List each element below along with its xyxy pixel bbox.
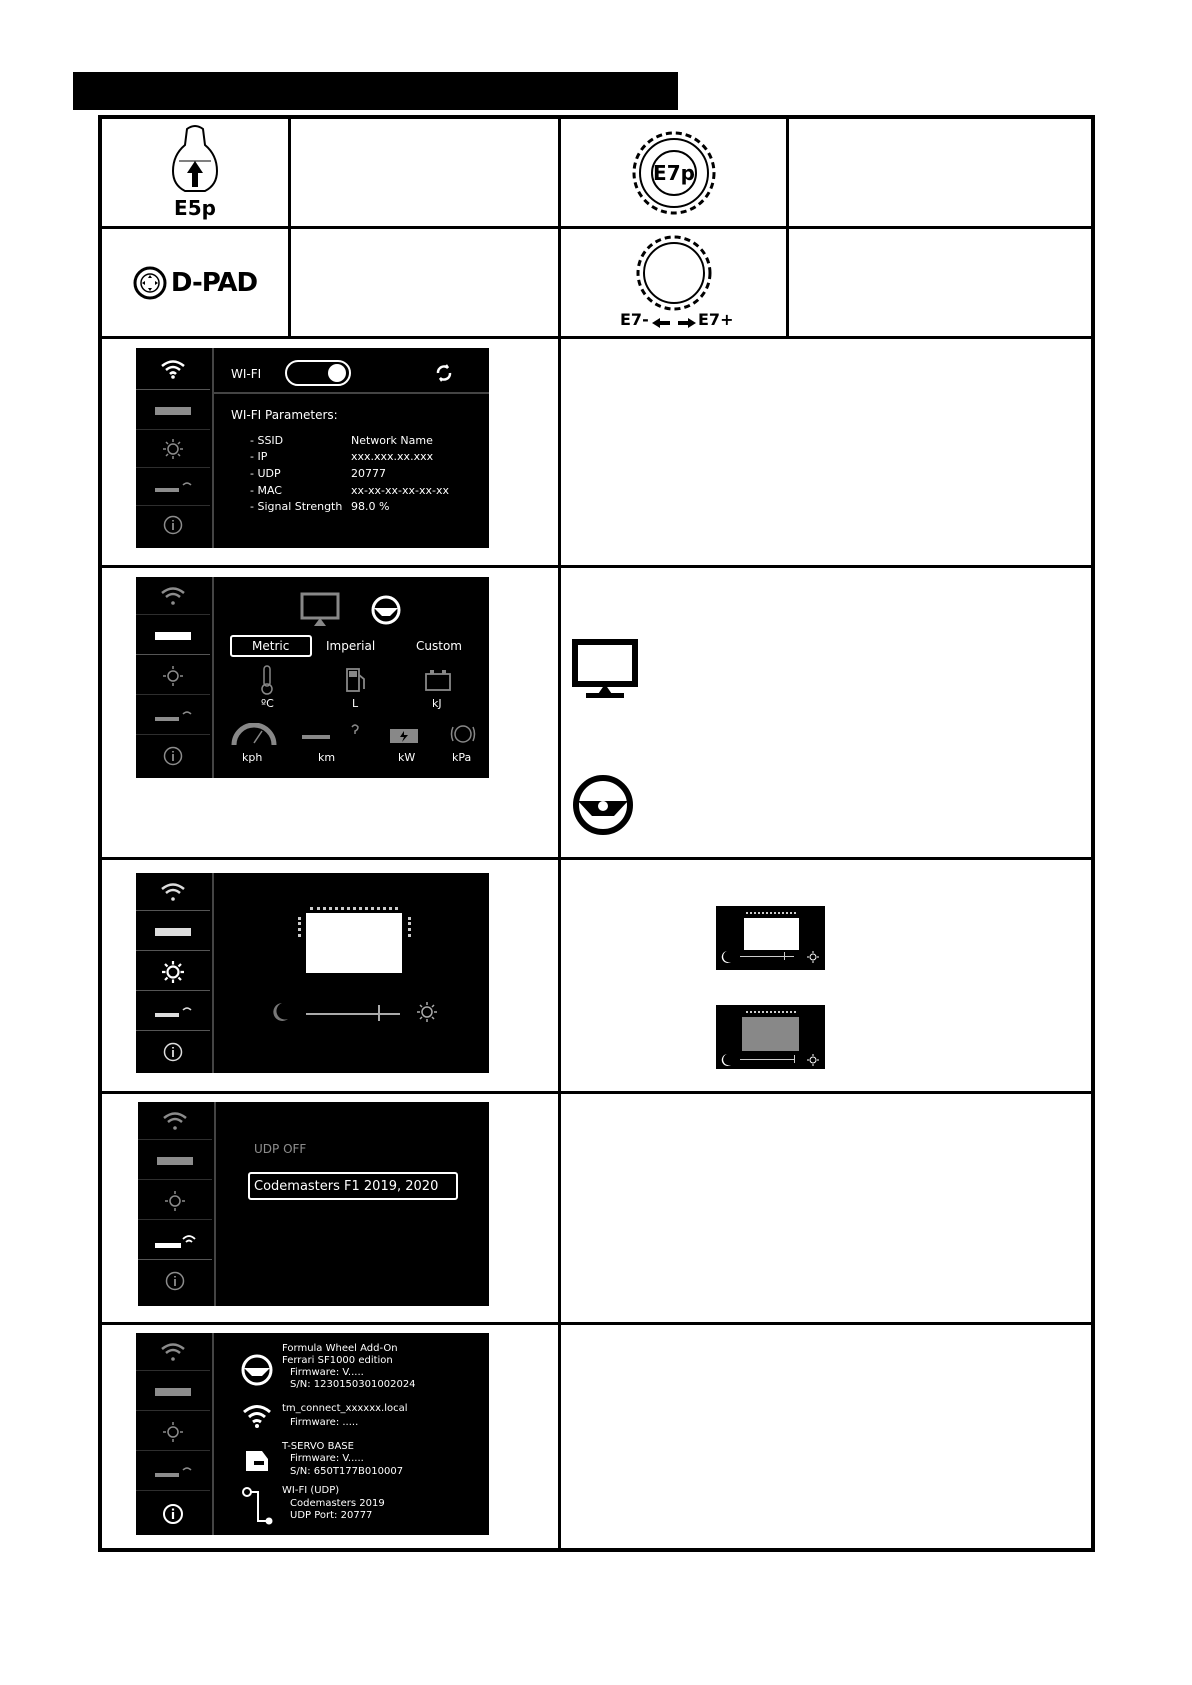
unit-volume: L — [352, 697, 359, 710]
menu-telemetry-icon[interactable] — [136, 993, 210, 1031]
paddle-icon — [165, 123, 225, 223]
param-label-udp: - UDP — [250, 467, 281, 480]
menu-info-icon[interactable] — [136, 1033, 210, 1071]
connect-firmware: Firmware: ..... — [290, 1417, 359, 1428]
wheel-icon — [240, 1353, 274, 1387]
menu-wifi-icon[interactable] — [138, 1102, 212, 1140]
menu-info-icon[interactable] — [136, 737, 210, 775]
unit-power: kW — [398, 751, 416, 764]
base-firmware: Firmware: V..... — [290, 1453, 364, 1464]
mode-custom-button[interactable]: Custom — [416, 639, 462, 653]
menu-brightness-icon[interactable] — [138, 1182, 212, 1220]
menu-wifi-icon[interactable] — [136, 348, 210, 390]
menu-brightness-icon[interactable] — [136, 430, 210, 468]
wheel-name: Formula Wheel Add-On — [282, 1343, 398, 1354]
game-select-label: Codemasters F1 2019, 2020 — [254, 1179, 439, 1194]
mode-imperial-button[interactable]: Imperial — [326, 639, 376, 653]
menu-sidebar — [136, 1333, 210, 1535]
screen-preview — [306, 913, 402, 973]
brightness-preview-high — [716, 906, 825, 970]
menu-units-icon[interactable] — [136, 617, 210, 655]
menu-sidebar — [136, 873, 210, 1073]
column-divider — [786, 119, 789, 336]
speedometer-icon — [230, 723, 278, 747]
temperature-icon — [260, 665, 274, 695]
brightness-settings-screen — [136, 873, 489, 1073]
wifi-title: WI-FI — [231, 367, 262, 381]
display-icon-large — [572, 639, 638, 699]
e7p-encoder-cell — [561, 119, 786, 226]
wheel-icon — [370, 594, 402, 626]
udp-settings-screen — [138, 1102, 489, 1306]
unit-speed: kph — [242, 751, 263, 764]
brightness-preview-low — [716, 1005, 825, 1069]
unit-distance: km — [318, 751, 336, 764]
udp-panel — [214, 1102, 489, 1306]
param-label-ip: - IP — [250, 450, 268, 463]
dpad-cell — [102, 229, 288, 336]
info-screen — [136, 1333, 489, 1535]
wheel-edition: Ferrari SF1000 edition — [282, 1355, 393, 1366]
udp-info-game: Codemasters 2019 — [290, 1498, 385, 1509]
base-serial: S/N: 650T177B010007 — [290, 1466, 404, 1477]
question-icon — [350, 723, 360, 739]
menu-wifi-icon[interactable] — [136, 873, 210, 911]
wifi-panel — [212, 348, 489, 548]
param-value-mac: xx-xx-xx-xx-xx-xx — [351, 484, 449, 497]
menu-telemetry-icon[interactable] — [138, 1222, 212, 1260]
units-panel — [212, 577, 489, 778]
menu-wifi-icon[interactable] — [136, 1333, 210, 1371]
menu-units-icon[interactable] — [136, 913, 210, 951]
battery-icon — [424, 669, 452, 691]
menu-telemetry-icon[interactable] — [136, 1453, 210, 1491]
menu-units-icon[interactable] — [136, 392, 210, 430]
e7-plus-label: E7+ — [697, 309, 733, 329]
row-divider — [102, 1322, 1091, 1325]
menu-wifi-icon[interactable] — [136, 577, 210, 615]
param-label-signal: - Signal Strength — [250, 500, 343, 513]
param-value-signal: 98.0 % — [351, 500, 390, 513]
fuel-icon — [345, 667, 367, 693]
e7-rotary-cell — [561, 229, 786, 336]
section-title-bar — [73, 72, 678, 110]
servo-base-icon — [242, 1449, 272, 1473]
network-node-icon — [242, 1487, 274, 1527]
menu-brightness-icon[interactable] — [136, 657, 210, 695]
brightness-panel — [212, 873, 489, 1073]
wifi-toggle[interactable] — [285, 360, 351, 386]
menu-brightness-icon[interactable] — [136, 953, 210, 991]
udp-info-port: UDP Port: 20777 — [290, 1510, 373, 1521]
menu-info-icon[interactable] — [138, 1262, 212, 1300]
mode-metric-label: Metric — [252, 639, 290, 653]
dpad-label: D-PAD — [170, 267, 258, 298]
menu-telemetry-icon[interactable] — [136, 468, 210, 506]
row-divider — [102, 857, 1091, 860]
udp-status: UDP OFF — [254, 1142, 307, 1156]
e7p-label: E7p — [652, 160, 695, 185]
menu-sidebar — [136, 348, 210, 548]
wheel-firmware: Firmware: V..... — [290, 1367, 364, 1378]
udp-info-title: WI-FI (UDP) — [282, 1485, 340, 1496]
e5p-paddle-cell — [102, 119, 288, 226]
row-divider — [102, 565, 1091, 568]
refresh-icon[interactable] — [434, 363, 454, 383]
param-value-ip: xxx.xxx.xx.xxx — [351, 450, 434, 463]
encoder-push-icon — [624, 123, 724, 223]
menu-sidebar — [138, 1102, 212, 1306]
brightness-slider-handle[interactable] — [378, 1005, 380, 1021]
menu-units-icon[interactable] — [136, 1373, 210, 1411]
wheel-serial: S/N: 1230150301002024 — [290, 1379, 416, 1390]
controls-table — [98, 115, 1095, 1552]
car-icon — [300, 731, 336, 741]
unit-pressure: kPa — [452, 751, 472, 764]
wifi-params-title: WI-FI Parameters: — [231, 408, 338, 422]
engine-icon — [386, 723, 426, 747]
pressure-icon — [450, 723, 476, 745]
moon-icon — [270, 1001, 290, 1023]
info-panel — [212, 1333, 489, 1535]
menu-info-icon[interactable] — [136, 506, 210, 544]
brightness-slider-track[interactable] — [306, 1013, 400, 1015]
param-value-ssid: Network Name — [351, 434, 433, 447]
column-divider — [288, 119, 291, 336]
menu-info-icon[interactable] — [136, 1493, 210, 1535]
display-icon — [300, 592, 340, 628]
menu-telemetry-icon[interactable] — [136, 697, 210, 735]
encoder-rotate-icon — [614, 233, 734, 333]
row-divider — [102, 336, 1091, 339]
units-settings-screen — [136, 577, 489, 778]
dpad-icon — [133, 266, 167, 300]
base-name: T-SERVO BASE — [282, 1441, 354, 1452]
wifi-icon — [242, 1403, 272, 1429]
param-label-mac: - MAC — [250, 484, 282, 497]
row-divider — [102, 1091, 1091, 1094]
connect-host: tm_connect_xxxxxx.local — [282, 1403, 408, 1414]
e7-minus-label: E7- — [619, 309, 649, 329]
wheel-icon-large — [572, 774, 634, 836]
wifi-settings-screen — [136, 348, 489, 548]
e5p-label: E5p — [174, 195, 216, 220]
unit-temperature: ºC — [261, 697, 274, 710]
param-label-ssid: - SSID — [250, 434, 284, 447]
unit-energy: kJ — [432, 697, 442, 710]
param-value-udp: 20777 — [351, 467, 386, 480]
sun-icon — [416, 1001, 438, 1023]
menu-sidebar — [136, 577, 210, 778]
menu-brightness-icon[interactable] — [136, 1413, 210, 1451]
menu-units-icon[interactable] — [138, 1142, 212, 1180]
